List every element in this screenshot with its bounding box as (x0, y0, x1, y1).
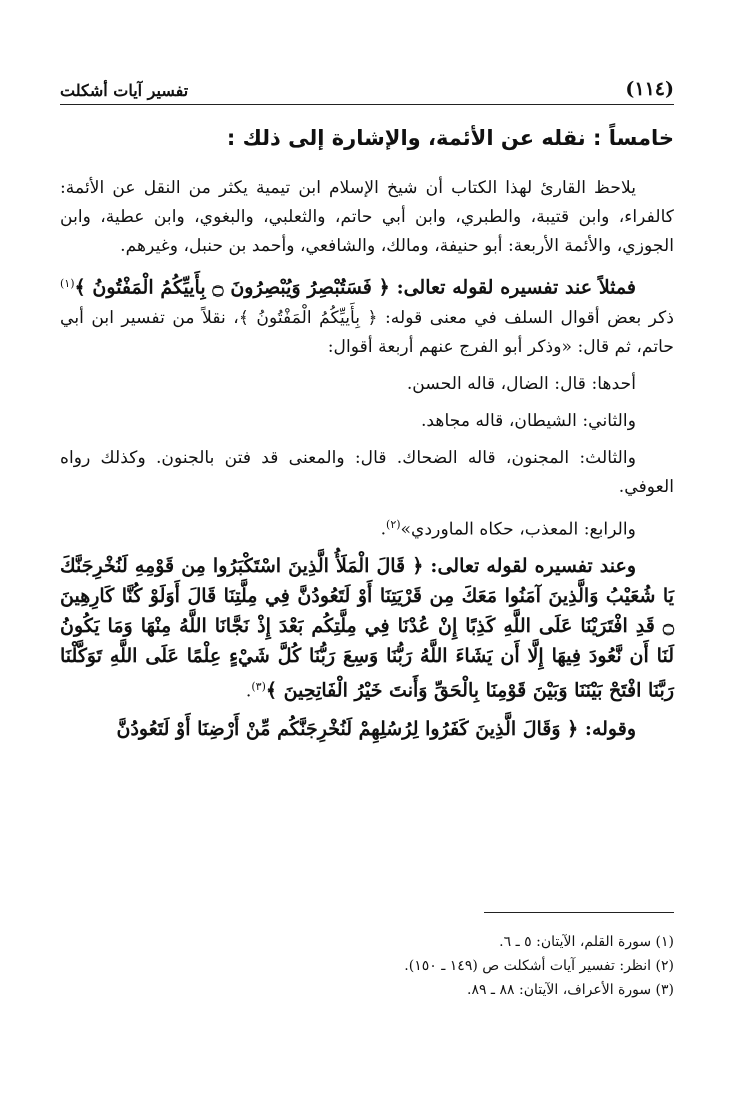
running-title: تفسير آيات أشكلت (60, 81, 189, 100)
footnote-3: (٣) سورة الأعراف، الآيتان: ٨٨ ـ ٨٩. (466, 982, 674, 998)
footnote-ref-2: (٢) (386, 517, 401, 531)
footnotes (60, 930, 674, 1002)
paragraph-example-1 (60, 269, 674, 362)
saying-3: والثالث: المجنون، قاله الضحاك. قال: والمعنى قد فتن بالجنون. وكذلك رواه العوفي. (60, 447, 674, 497)
footnote-ref-1: (١) (60, 277, 75, 290)
body-text (60, 174, 674, 744)
quran-verse-qalam: فمثلاً عند تفسيره لقوله تعالى: ﴿ فَسَتُبْصِرُ وَيُبْصِرُونَ ۝ بِأَييِّكُمُ الْمَفْتُونُ ﴾ (74, 276, 636, 299)
footnote-1: (١) سورة القلم، الآيتان: ٥ ـ ٦. (499, 934, 674, 950)
saying-4 (60, 510, 674, 545)
saying-4-end: . (380, 519, 387, 540)
saying-4-text: والرابع: المعذب، حكاه الماوردي» (400, 519, 636, 540)
paragraph-example-1-text: ذكر بعض أقوال السلف في معنى قوله: ﴿ بِأَييِّكُمُ الْمَفْتُونُ ﴾، نقلاً من تفسير ابن أبي حاتم، ثم قال: «وذكر أبو الفرج عنهم أربعة أقوال: (60, 307, 674, 357)
footnote-ref-3: (٣) (251, 680, 266, 694)
section-heading: خامساً : نقله عن الأئمة، والإشارة إلى ذلك : (226, 126, 674, 150)
saying-2: والثاني: الشيطان، قاله مجاهد. (420, 410, 636, 431)
footnote-divider (484, 912, 674, 913)
paragraph-example-2-end: . (245, 682, 252, 703)
page-header (60, 70, 674, 105)
page-number: (١١٤) (625, 78, 674, 100)
paragraph-example-3: وقوله: ﴿ وَقَالَ الَّذِينَ كَفَرُوا لِرُسُلِهِمْ لَنُخْرِجَنَّكُم مِّنْ أَرْضِنَا أَوْ لَتَعُودُنَّ (116, 718, 636, 741)
paragraph-example-2 (60, 552, 674, 707)
paragraph-intro: يلاحظ القارئ لهذا الكتاب أن شيخ الإسلام ابن تيمية يكثر من النقل عن الأئمة: كالفراء، وابن قتيبة، والطبري، وابن أبي حاتم، والثعلبي، والبغوي، وابن عطية، وابن الجوزي، والأئمة الأربعة: أبو حنيفة، ومالك، والشافعي، وأحمد بن حنبل، وغيرهم. (60, 178, 674, 256)
saying-1: أحدها: قال: الضال، قاله الحسن. (406, 373, 636, 394)
footnote-2: (٢) انظر: تفسير آيات أشكلت ص (١٤٩ ـ ١٥٠). (404, 958, 674, 974)
quran-verse-araf: وعند تفسيره لقوله تعالى: ﴿ قَالَ الْمَلَأُ الَّذِينَ اسْتَكْبَرُوا مِن قَوْمِهِ لَنُخْرِجَنَّكَ يَا شُعَيْبُ وَالَّذِينَ آمَنُوا مَعَكَ مِن قَرْيَتِنَا أَوْ لَتَعُودُنَّ فِي مِلَّتِنَا قَالَ أَوَلَوْ كُنَّا كَارِهِينَ ۝ قَدِ افْتَرَيْنَا عَلَى اللَّهِ كَذِبًا إِنْ عُدْنَا فِي مِلَّتِكُم بَعْدَ إِذْ نَجَّانَا اللَّهُ مِنْهَا وَمَا يَكُونُ لَنَا أَن نَّعُودَ فِيهَا إِلَّا أَن يَشَاءَ اللَّهُ رَبُّنَا وَسِعَ رَبُّنَا كُلَّ شَيْءٍ عِلْمًا عَلَى اللَّهِ تَوَكَّلْنَا رَبَّنَا افْتَحْ بَيْنَنَا وَبَيْنَ قَوْمِنَا بِالْحَقِّ وَأَنتَ خَيْرُ الْفَاتِحِينَ ﴾ (60, 555, 674, 703)
